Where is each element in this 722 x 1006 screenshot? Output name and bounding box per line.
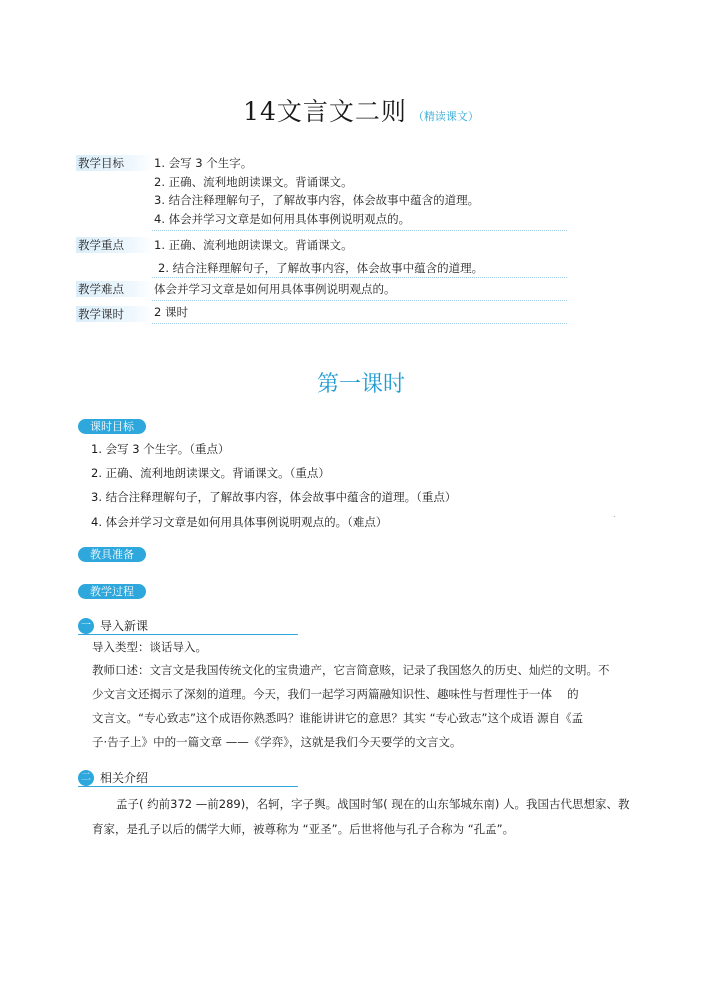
teaching-aids-pill: 教具准备 bbox=[78, 547, 146, 562]
label-objectives: 教学目标 bbox=[76, 155, 154, 171]
label-hours: 教学课时 bbox=[76, 306, 154, 322]
section-underline bbox=[78, 634, 298, 635]
divider bbox=[152, 300, 567, 301]
paragraph-line: 孟子( 约前372 —前289)，名轲，字子舆。战国时邹( 现在的山东邹城东南) 人。我国古代思想家、教 bbox=[116, 797, 630, 811]
document-title bbox=[0, 92, 722, 128]
objective-line: 4. 体会并学习文章是如何用具体事例说明观点的。 bbox=[154, 212, 411, 226]
paragraph-line: 文言文。“专心致志”这个成语你熟悉吗？谁能讲讲它的意思？其实 “专心致志”这个成语 源自《孟 bbox=[92, 711, 584, 725]
lesson-objective-item: 2. 正确、流利地朗读课文。背诵课文。（重点） bbox=[91, 466, 330, 480]
lesson-objective-item: 1. 会写 3 个生字。（重点） bbox=[91, 442, 230, 456]
hours-text: 2 课时 bbox=[154, 305, 188, 319]
section-title: 导入新课 bbox=[100, 619, 149, 633]
lesson-objectives-pill: 课时目标 bbox=[78, 419, 146, 434]
section-title: 相关介绍 bbox=[100, 771, 149, 785]
objective-line: 3. 结合注释理解句子，了解故事内容，体会故事中蕴含的道理。 bbox=[154, 193, 480, 207]
section-number-badge: 二 bbox=[78, 770, 94, 786]
objective-line: 2. 正确、流利地朗读课文。背诵课文。 bbox=[154, 175, 353, 189]
divider bbox=[152, 323, 567, 324]
divider bbox=[152, 277, 567, 278]
section-underline bbox=[78, 786, 298, 787]
section-number-badge: 一 bbox=[78, 618, 94, 634]
paragraph-line: 教师口述：文言文是我国传统文化的宝贵遗产，它言简意赅，记录了我国悠久的历史、灿烂的文明。不 bbox=[92, 663, 610, 677]
difficulty-text: 体会并学习文章是如何用具体事例说明观点的。 bbox=[154, 282, 396, 296]
stray-mark: . bbox=[613, 510, 616, 519]
title-subtitle: （精读课文） bbox=[412, 110, 479, 123]
objective-line: 1. 会写 3 个生字。 bbox=[154, 156, 253, 170]
teaching-process-pill: 教学过程 bbox=[78, 584, 146, 599]
title-main: 14文言文二则 bbox=[243, 97, 407, 126]
lesson-heading: 第一课时 bbox=[316, 372, 405, 397]
paragraph-line: 育家，是孔子以后的儒学大师，被尊称为 “亚圣”。后世将他与孔子合称为 “孔孟”。 bbox=[92, 822, 515, 836]
paragraph-line: 导入类型：谈话导入。 bbox=[92, 640, 207, 654]
label-key-points: 教学重点 bbox=[76, 237, 154, 253]
lesson-objective-item: 3. 结合注释理解句子，了解故事内容，体会故事中蕴含的道理。（重点） bbox=[91, 490, 457, 504]
key-point-line: 1. 正确、流利地朗读课文。背诵课文。 bbox=[154, 238, 353, 252]
divider bbox=[152, 230, 567, 231]
key-point-line: 2. 结合注释理解句子，了解故事内容，体会故事中蕴含的道理。 bbox=[158, 261, 484, 275]
paragraph-line: 少文言文还揭示了深刻的道理。今天，我们一起学习两篇融知识性、趣味性与哲理性于一体 的 bbox=[92, 687, 579, 701]
paragraph-line: 子·告子上》中的一篇文章 ——《学弈》，这就是我们今天要学的文言文。 bbox=[92, 735, 462, 749]
lesson-objective-item: 4. 体会并学习文章是如何用具体事例说明观点的。（难点） bbox=[91, 515, 388, 529]
label-difficulty: 教学难点 bbox=[76, 281, 154, 297]
